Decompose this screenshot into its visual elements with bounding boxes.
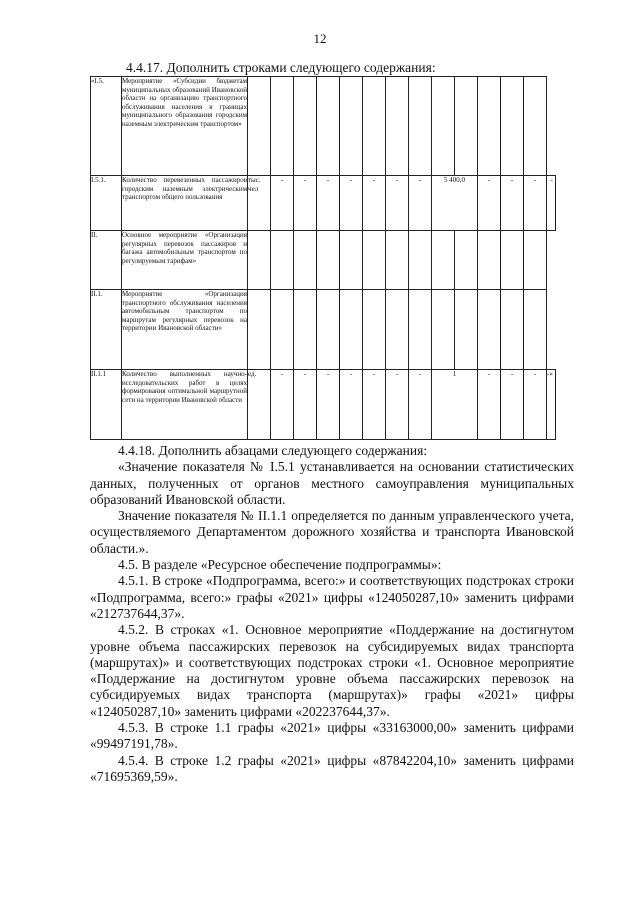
table-cell: -: [409, 176, 432, 231]
table-cell: [386, 290, 409, 370]
paragraph: 4.5.2. В строках «1. Основное мероприятие «Поддержание на достигнутом уровне объема пассажирских перевозок на субсидируемых видах транспорта (маршрутах)» и соответствующих подстроках строки «1. Основное мероприятие «Поддержание на достигнутом уровне объема пассажирских перевозок на субсидируемых видах транспорта (маршрутах)» графы «2021» цифры «124050287,10» заменить цифрами «202237644,37».: [90, 622, 574, 719]
table-cell: [271, 77, 294, 176]
table-row: [91, 290, 556, 370]
paragraph: 4.5. В разделе «Ресурсное обеспечение подпрограммы»:: [118, 557, 442, 573]
table-cell: -: [340, 370, 363, 440]
table-cell: -: [294, 370, 317, 440]
table-cell: [524, 77, 547, 176]
table-cell: -: [524, 370, 547, 440]
table-cell: [432, 231, 455, 290]
table-cell: [455, 231, 478, 290]
table-cell: [478, 77, 501, 176]
paragraph: 4.5.4. В строке 1.2 графы «2021» цифры «87842204,10» заменить цифрами «71695369,59».: [90, 752, 574, 784]
table-cell: [271, 231, 294, 290]
paragraph: Значение показателя № II.1.1 определяется по данным управленческого учета, осуществляемого Департаментом дорожного хозяйства и транспорта Ивановской области.».: [90, 508, 574, 556]
page-number: 12: [313, 31, 327, 46]
table-cell: -: [363, 370, 386, 440]
table-cell: [455, 77, 478, 176]
table-cell: [340, 231, 363, 290]
table-row: [91, 231, 556, 290]
row-description: Количество перевезенных пассажиров городским наземным электрическим транспортом общего пользования: [122, 176, 248, 231]
table-cell: [317, 231, 340, 290]
row-number: I.5.1.: [91, 176, 122, 231]
table-cell: [386, 77, 409, 176]
table-cell: [294, 77, 317, 176]
row-description: Основное мероприятие «Организация регулярных перевозок пассажиров и багажа автомобильным транспортом по регулируемым тарифам»: [122, 231, 248, 290]
paragraph: «Значение показателя № I.5.1 устанавливается на основании статистических данных, полученных от органов местного самоуправления муниципальных образований Ивановской области.: [90, 459, 574, 507]
row-number: II.: [91, 231, 122, 290]
indicators-table: [90, 76, 556, 440]
table-cell: [409, 290, 432, 370]
row-number: II.1.1: [91, 370, 122, 440]
table-cell: [524, 231, 547, 290]
table-cell: [455, 290, 478, 370]
table-cell: [271, 290, 294, 370]
table-cell: -: [340, 176, 363, 231]
document-body: [90, 443, 574, 785]
table-cell: [294, 290, 317, 370]
row-description: Мероприятие «Субсидии бюджетам муниципальных образований Ивановской области на организацию транспортного обслуживания населения в границах муниципального образования городским наземным электрическим транспортом»: [122, 77, 248, 176]
table-cell: -: [317, 370, 340, 440]
table-cell: [317, 77, 340, 176]
table-cell: -: [271, 176, 294, 231]
table-cell: -: [386, 176, 409, 231]
table-row: [91, 176, 556, 231]
row-unit: [248, 231, 271, 290]
paragraph: 4.4.18. Дополнить абзацами следующего содержания:: [118, 443, 428, 458]
table-cell: [409, 77, 432, 176]
table-cell: 1: [432, 370, 478, 440]
row-unit: [248, 290, 271, 370]
row-number: «I.5.: [91, 77, 122, 176]
table-cell: -: [271, 370, 294, 440]
table-cell: [478, 290, 501, 370]
table-cell: [363, 290, 386, 370]
table-cell: [501, 231, 524, 290]
table-cell: [501, 290, 524, 370]
table-row: [91, 77, 556, 176]
table-cell: -: [501, 176, 524, 231]
row-unit: [248, 77, 271, 176]
table-cell: [363, 77, 386, 176]
table-cell: -: [478, 370, 501, 440]
table-cell: [432, 290, 455, 370]
table-cell: 5 400,0: [432, 176, 478, 231]
table-cell: [340, 77, 363, 176]
table-cell: [317, 290, 340, 370]
table-cell: [409, 231, 432, 290]
table-cell: -: [547, 176, 556, 231]
paragraph: 4.5.3. В строке 1.1 графы «2021» цифры «33163000,00» заменить цифрами «99497191,78».: [90, 720, 574, 752]
table-row: [91, 370, 556, 440]
row-description: Мероприятие «Организация транспортного обслуживания населения автомобильным транспортом по маршрутам регулярных перевозок на территории Ивановской области»: [122, 290, 248, 370]
table-cell: -: [409, 370, 432, 440]
row-unit: тыс. чел: [248, 176, 271, 231]
table-cell: -: [386, 370, 409, 440]
table-cell: [501, 77, 524, 176]
row-description: Количество выполненных научно-исследовательских работ в целях формирования оптимальной маршрутной сети на территории Ивановской области: [122, 370, 248, 440]
table-cell: -: [524, 176, 547, 231]
table-cell: [363, 231, 386, 290]
paragraph: 4.5.1. В строке «Подпрограмма, всего:» и соответствующих подстроках строки «Подпрограмма, всего:» графы «2021» цифры «124050287,10» заменить цифрами «212737644,37».: [90, 573, 574, 621]
section-heading: 4.4.17. Дополнить строками следующего содержания:: [126, 60, 436, 75]
table-cell: -: [317, 176, 340, 231]
table-cell: [478, 231, 501, 290]
row-unit: ед.: [248, 370, 271, 440]
table-cell: -: [294, 176, 317, 231]
table-cell: [432, 77, 455, 176]
table-cell: [386, 231, 409, 290]
table-cell: [524, 290, 547, 370]
table-cell: -: [363, 176, 386, 231]
table-cell: [340, 290, 363, 370]
table-cell: [294, 231, 317, 290]
row-number: II.1.: [91, 290, 122, 370]
table-cell: -: [478, 176, 501, 231]
table-cell: -»: [547, 370, 556, 440]
table-cell: -: [501, 370, 524, 440]
